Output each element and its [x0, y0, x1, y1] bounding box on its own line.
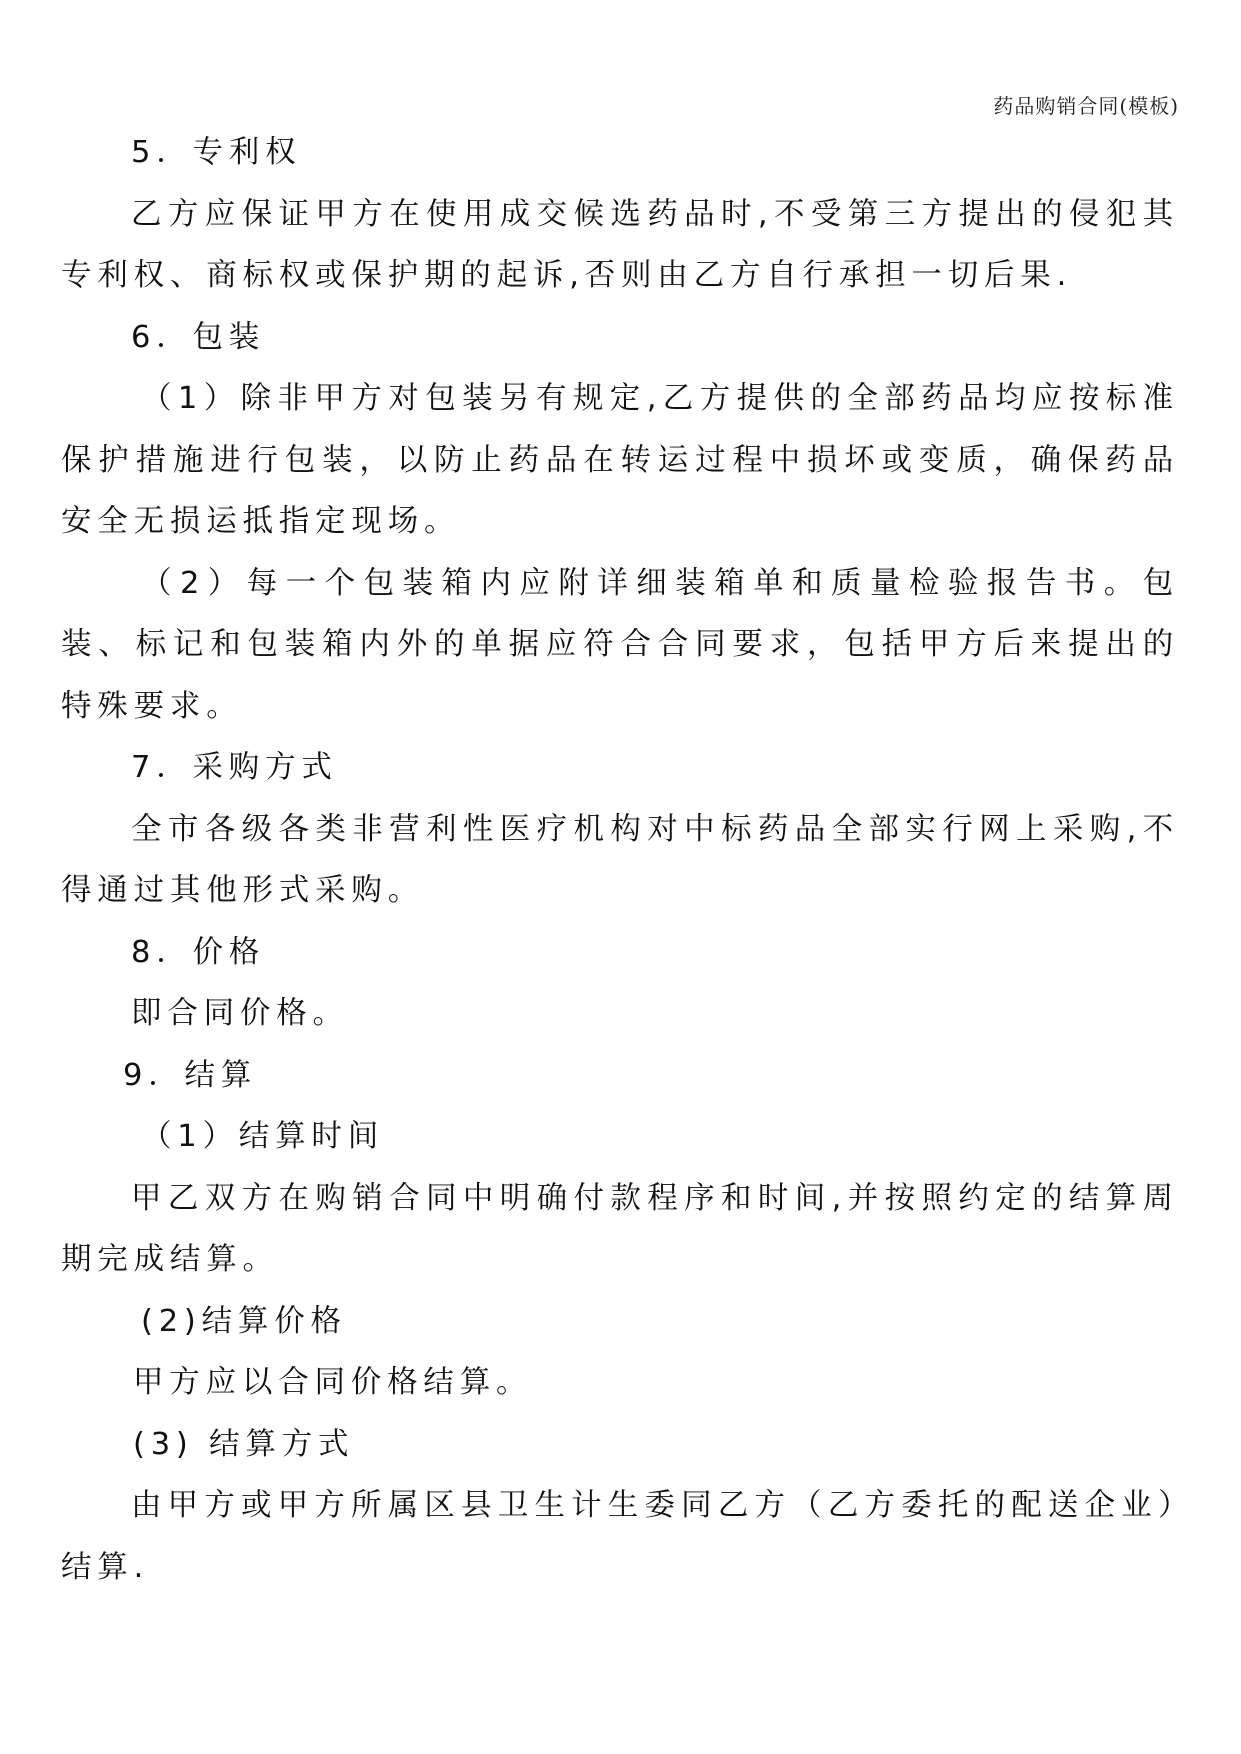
- section-9-1-body: 甲乙双方在购销合同中明确付款程序和时间,并按照约定的结算周期完成结算。: [61, 1180, 1179, 1277]
- document-body: [61, 122, 1179, 1598]
- section-7-body: 全市各级各类非营利性医疗机构对中标药品全部实行网上采购,不得通过其他形式采购。: [61, 811, 1179, 908]
- section-9-3-body: 由甲方或甲方所属区县卫生计生委同乙方（乙方委托的配送企业）结算.: [61, 1488, 1179, 1585]
- section-6-paragraph-2: （2）每一个包装箱内应附详细装箱单和质量检验报告书。包装、标记和包装箱内外的单据应符合合同要求，包括甲方后来提出的特殊要求。: [61, 565, 1179, 724]
- section-9-1-title: （1）结算时间: [141, 1119, 385, 1154]
- section-5-title: 5．专利权: [131, 135, 302, 170]
- section-9-3-title: (3) 结算方式: [133, 1426, 355, 1462]
- section-9-2-title: (2)结算价格: [141, 1303, 347, 1339]
- section-6-paragraph-1: （1）除非甲方对包装另有规定,乙方提供的全部药品均应按标准保护措施进行包装，以防止药品在转运过程中损坏或变质，确保药品安全无损运抵指定现场。: [61, 381, 1179, 539]
- section-9-2-body: 甲方应以合同价格结算。: [133, 1365, 533, 1400]
- section-7-title: 7．采购方式: [131, 750, 338, 785]
- section-8-title: 8．价格: [131, 934, 266, 970]
- section-6-title: 6．包装: [131, 319, 266, 355]
- running-header: 药品购销合同(模板): [993, 94, 1179, 118]
- section-5-body: 乙方应保证甲方在使用成交候选药品时,不受第三方提出的侵犯其专利权、商标权或保护期的起诉,否则由乙方自行承担一切后果.: [61, 196, 1179, 293]
- section-8-body: 即合同价格。: [131, 996, 349, 1031]
- section-9-title: 9．结算: [123, 1057, 258, 1093]
